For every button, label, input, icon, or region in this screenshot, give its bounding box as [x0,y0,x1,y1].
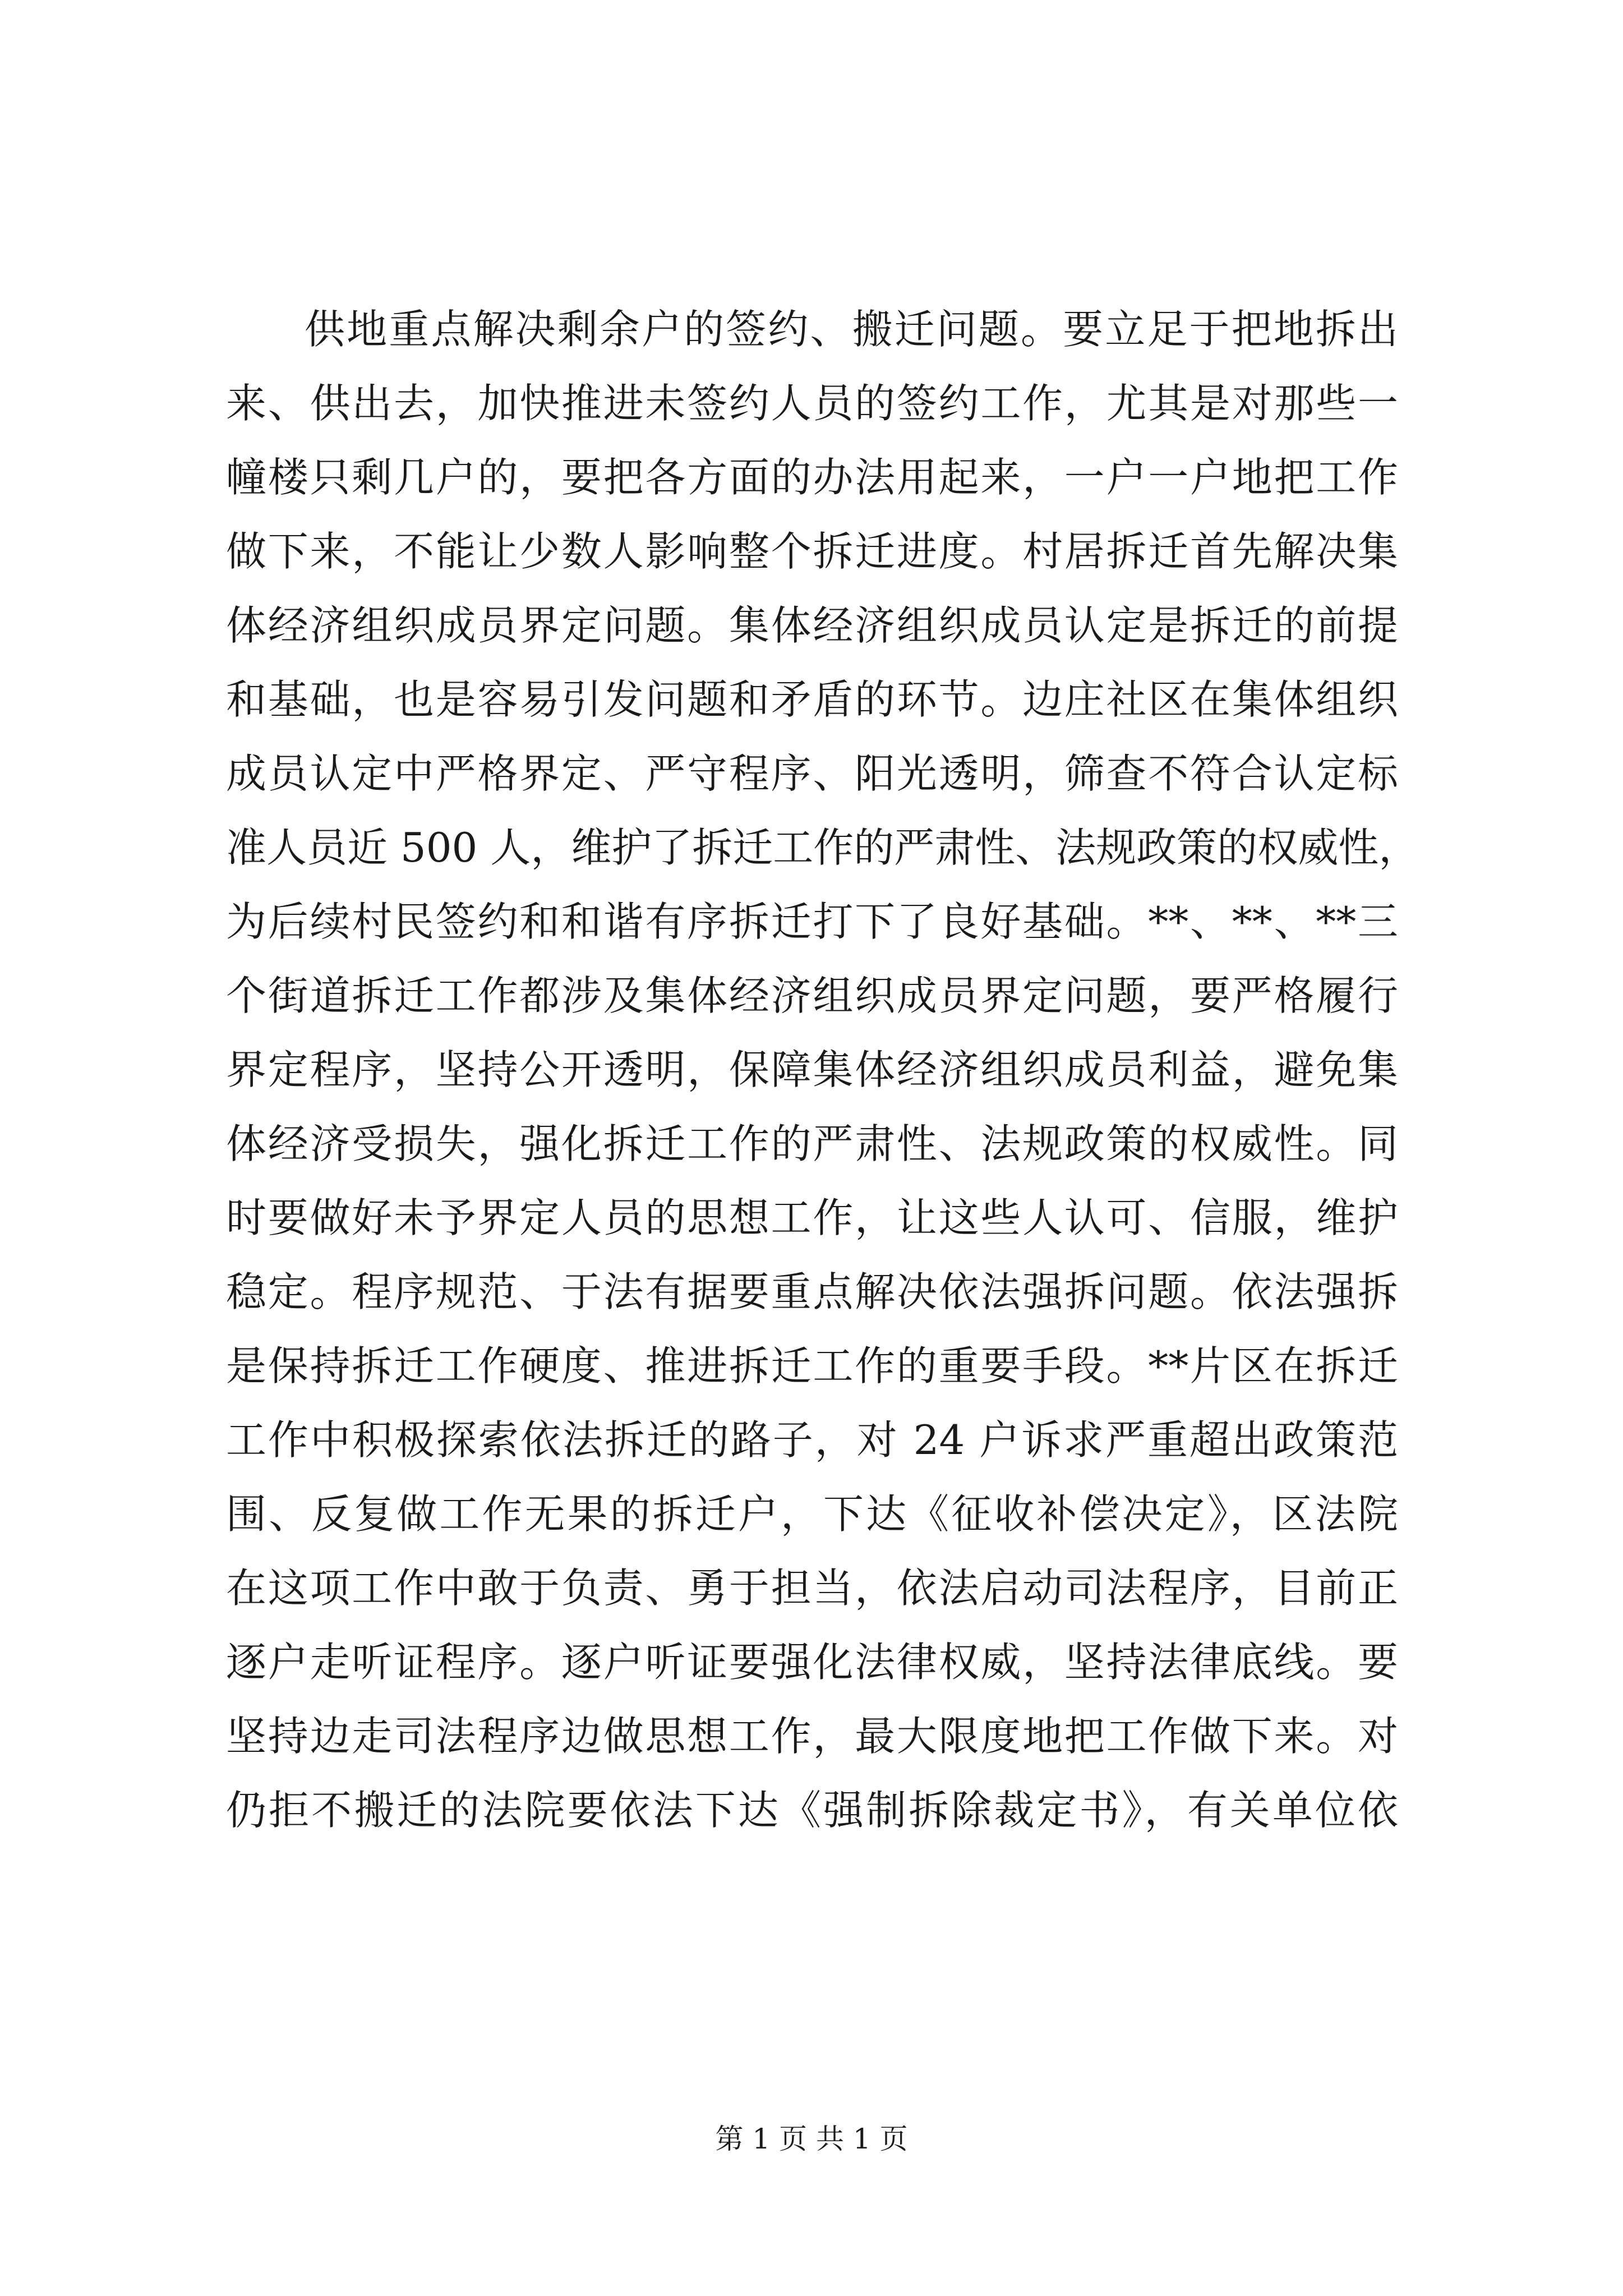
page-footer: 第 1 页 共 1 页 [715,2123,908,2155]
text-line: 幢楼只剩几户的，要把各方面的办法用起来，一户一户地把工作 [226,454,1398,501]
text-line: 界定程序，坚持公开透明，保障集体经济组织成员利益，避免集 [226,1046,1398,1093]
text-line: 做下来，不能让少数人影响整个拆迁进度。村居拆迁首先解决集 [226,528,1398,575]
text-line: 稳定。程序规范、于法有据要重点解决依法强拆问题。依法强拆 [226,1268,1398,1315]
text-line: 个街道拆迁工作都涉及集体经济组织成员界定问题，要严格履行 [226,972,1398,1019]
text-line: 工作中积极探索依法拆迁的路子，对 24 户诉求严重超出政策范 [226,1416,1398,1464]
text-line: 体经济受损失，强化拆迁工作的严肃性、法规政策的权威性。同 [226,1120,1398,1167]
text-line: 逐户走听证程序。逐户听证要强化法律权威，坚持法律底线。要 [226,1639,1398,1686]
text-line: 成员认定中严格界定、严守程序、阳光透明，筛查不符合认定标 [226,750,1398,797]
text-line: 是保持拆迁工作硬度、推进拆迁工作的重要手段。**片区在拆迁 [226,1342,1398,1389]
text-line: 在这项工作中敢于负责、勇于担当，依法启动司法程序，目前正 [226,1565,1398,1612]
text-line: 来、供出去，加快推进未签约人员的签约工作，尤其是对那些一 [226,380,1398,427]
text-line: 仍拒不搬迁的法院要依法下达《强制拆除裁定书》，有关单位依 [226,1787,1398,1834]
text-line: 坚持边走司法程序边做思想工作，最大限度地把工作做下来。对 [226,1713,1398,1760]
text-line: 围、反复做工作无果的拆迁户，下达《征收补偿决定》，区法院 [226,1490,1398,1538]
text-line: 时要做好未予界定人员的思想工作，让这些人认可、信服，维护 [226,1194,1398,1241]
text-line: 准人员近 500 人，维护了拆迁工作的严肃性、法规政策的权威性， [226,824,1419,871]
text-line: 体经济组织成员界定问题。集体经济组织成员认定是拆迁的前提 [226,602,1398,649]
text-line: 为后续村民签约和和谐有序拆迁打下了良好基础。**、**、**三 [226,898,1398,945]
text-line: 和基础，也是容易引发问题和矛盾的环节。边庄社区在集体组织 [226,676,1398,723]
text-line: 供地重点解决剩余户的签约、搬迁问题。要立足于把地拆出 [305,306,1398,353]
